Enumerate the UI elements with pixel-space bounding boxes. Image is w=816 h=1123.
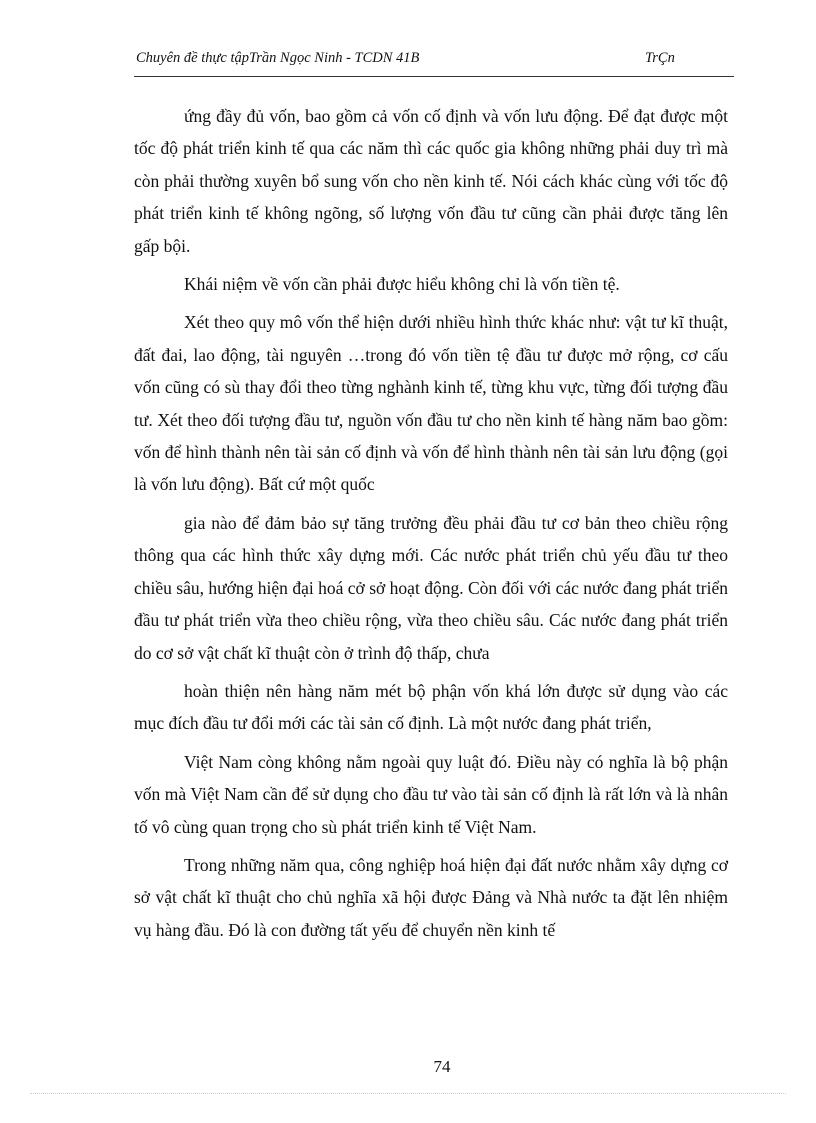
page-number: 74 xyxy=(433,1057,451,1076)
document-body xyxy=(134,100,728,952)
header-title: Chuyên đề thực tậpTrần Ngọc Ninh - TCDN 41B xyxy=(136,50,420,66)
paragraph: ứng đầy đủ vốn, bao gồm cả vốn cố định và vốn lưu động. Để đạt được một tốc độ phát triển kinh tế qua các năm thì các quốc gia không những phải duy trì mà còn phải thường xuyên bổ sung vốn cho nền kinh tế. Nói cách khác cùng với tốc độ phát triển kinh tế không ngõng, số lượng vốn đầu tư cũng cần phải được tăng lên gấp bội. xyxy=(134,106,728,256)
paragraph: Khái niệm về vốn cần phải được hiểu không chỉ là vốn tiền tệ. xyxy=(184,274,620,295)
paragraph: gia nào để đảm bảo sự tăng trưởng đều phải đầu tư cơ bản theo chiều rộng thông qua các hình thức xây dựng mới. Các nước phát triển chủ yếu đầu tư theo chiều sâu, hướng hiện đại hoá cở sở hoạt động. Còn đối với các nước đang phát triển đầu tư phát triển vừa theo chiều rộng, vừa theo chiều sâu. Các nước đang phát triển do cơ sở vật chất kĩ thuật còn ở trình độ thấp, chưa xyxy=(134,512,728,663)
footer-divider xyxy=(30,1093,786,1094)
header-right-text: TrÇn xyxy=(645,50,675,66)
paragraph: Trong những năm qua, công nghiệp hoá hiện đại đất nước nhằm xây dựng cơ sở vật chất kĩ thuật cho chủ nghĩa xã hội được Đảng và Nhà nước ta đặt lên nhiệm vụ hàng đầu. Đó là con đường tất yếu để chuyển nền kinh tế xyxy=(134,854,728,940)
paragraph: hoàn thiện nên hàng năm mét bộ phận vốn khá lớn được sử dụng vào các mục đích đầu tư đổi mới các tài sản cố định. Là một nước đang phát triển, xyxy=(134,680,728,734)
page-header xyxy=(134,50,734,77)
paragraph: Xét theo quy mô vốn thể hiện dưới nhiều hình thức khác như: vật tư kĩ thuật, đất đai, lao động, tài nguyên …trong đó vốn tiền tệ đầu tư được mở rộng, cơ cấu vốn cũng có sù thay đổi theo từng nghành kinh tế, từng khu vực, từng đối tượng đầu tư. Xét theo đối tượng đầu tư, nguồn vốn đầu tư cho nền kinh tế hàng năm bao gồm: vốn để hình thành nên tài sản cố định và vốn để hình thành nên tài sản lưu động (gọi là vốn lưu động). Bất cứ một quốc xyxy=(134,312,728,495)
paragraph: Việt Nam còng không nằm ngoài quy luật đó. Điều này có nghĩa là bộ phận vốn mà Việt Nam cần để sử dụng cho đầu tư vào tài sản cố định là rất lớn và là nhân tố vô cùng quan trọng cho sù phát triển kinh tế Việt Nam. xyxy=(134,751,728,837)
